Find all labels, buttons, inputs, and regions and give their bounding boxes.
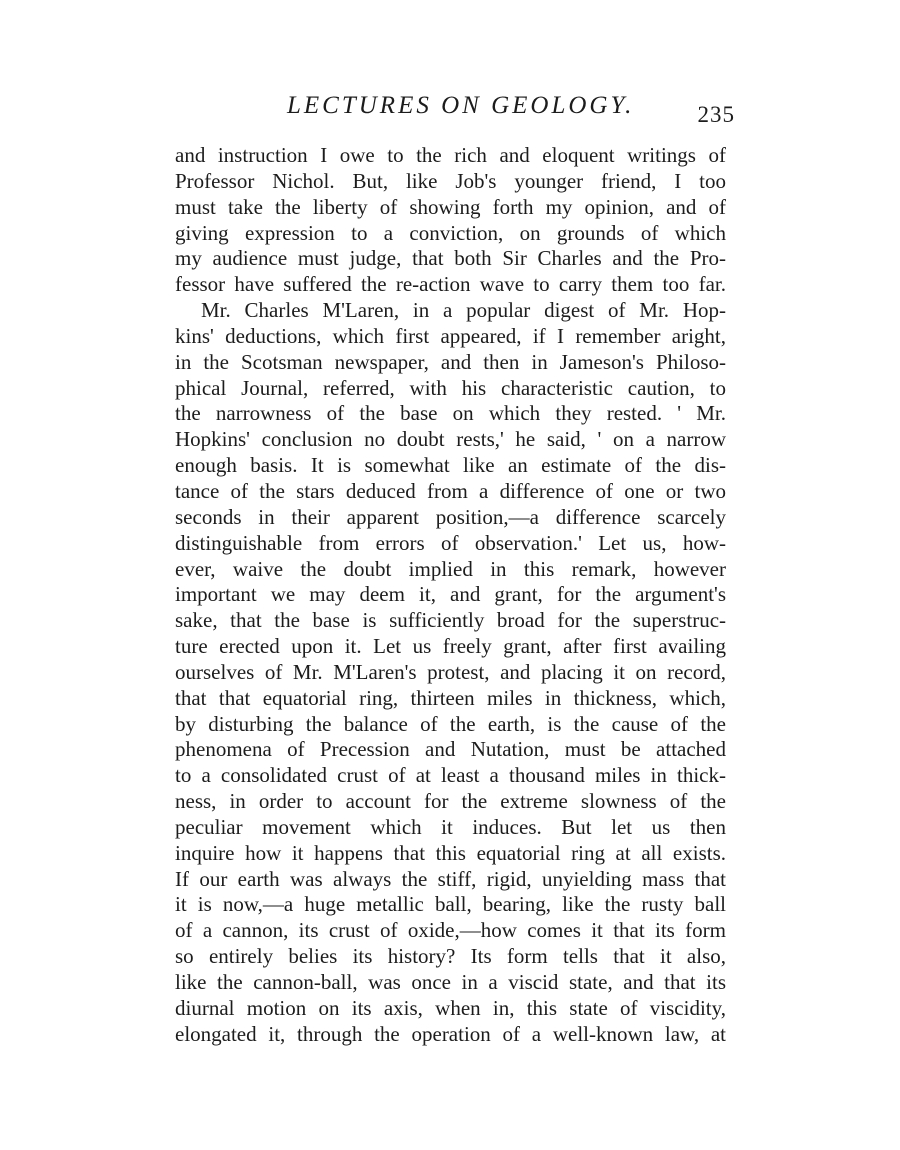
text-segment: in the (175, 349, 241, 374)
body-text (175, 143, 726, 1048)
text-line-8: kins' deductions, which first appeared, if I remember aright, (175, 323, 726, 348)
text-line-13: enough basis. It is somewhat like an estimate of the dis- (175, 453, 726, 478)
text-segment: , referred, with his characteristic caution, to (302, 375, 727, 400)
text-line-27: peculiar movement which it induces. But let us then (175, 814, 726, 839)
text-line-9 (175, 350, 726, 376)
text-line-35: elongated it, through the operation of a well-known law, at (175, 1021, 726, 1046)
text-line-4: giving expression to a conviction, on grounds of which (175, 220, 726, 245)
running-head-title: LECTURES ON GEOLOGY. (287, 92, 635, 119)
text-line-18: important we may deem it, and grant, for the argument's (175, 582, 726, 607)
italic-title-philosophical: Philoso- (655, 349, 726, 374)
text-line-2: Professor Nichol. But, like Job's younger friend, I too (175, 168, 726, 193)
text-line-28: inquire how it happens that this equatorial ring at all exists. (175, 840, 726, 865)
text-line-17: ever, waive the doubt implied in this remark, however (175, 556, 726, 581)
text-line-19 (175, 608, 726, 634)
text-line-20: ture erected upon it. Let us freely grant, after first availing (175, 634, 726, 659)
text-line-11: the narrowness of the base on which they rested. ' Mr. (175, 401, 726, 426)
text-line-25: to a consolidated crust of at least a thousand miles in thick- (175, 763, 726, 788)
italic-title-journal: phical Journal (175, 375, 303, 400)
text-line-30: it is now,—a huge metallic ball, bearing, like the rusty ball (175, 892, 726, 917)
text-line-23: by disturbing the balance of the earth, is the cause of the (175, 711, 726, 736)
text-line-24: phenomena of Precession and Nutation, must be attached (175, 737, 726, 762)
text-segment: newspaper, and then in Jameson's (322, 349, 656, 374)
running-head (175, 92, 735, 132)
text-line-5: my audience must judge, that both Sir Charles and the Pro- (175, 246, 726, 271)
italic-title-scotsman: Scotsman (241, 349, 323, 374)
text-line-29: If our earth was always the stiff, rigid, unyielding mass that (175, 866, 726, 891)
text-line-14: tance of the stars deduced from a difference of one or two (175, 478, 726, 503)
text-line-26: ness, in order to account for the extreme slowness of the (175, 789, 726, 814)
text-segment: sufficiently broad for the superstruc- (376, 608, 727, 633)
text-line-34: diurnal motion on its axis, when in, this state of viscidity, (175, 995, 726, 1020)
text-line-3: must take the liberty of showing forth my opinion, and of (175, 194, 726, 219)
italic-emphasis-is: is (362, 608, 377, 633)
text-segment: sake, that the base (175, 608, 363, 633)
text-line-31: of a cannon, its crust of oxide,—how comes it that its form (175, 918, 726, 943)
text-line-33: like the cannon-ball, was once in a viscid state, and that its (175, 970, 726, 994)
text-line-10 (175, 376, 726, 402)
page-number: 235 (697, 102, 735, 127)
text-line-15: seconds in their apparent position,—a difference scarcely (175, 504, 726, 529)
text-line-12: Hopkins' conclusion no doubt rests,' he said, ' on a narrow (175, 427, 726, 452)
text-line-16: distinguishable from errors of observation.' Let us, how- (175, 530, 726, 555)
text-line-1: and instruction I owe to the rich and eloquent writings of (175, 143, 726, 167)
text-line-7: Mr. Charles M'Laren, in a popular digest of Mr. Hop- (201, 298, 726, 323)
text-line-32: so entirely belies its history? Its form tells that it also, (175, 944, 726, 969)
text-line-6: fessor have suffered the re-action wave to carry them too far. (175, 272, 726, 297)
text-line-22: that that equatorial ring, thirteen miles in thickness, which, (175, 685, 726, 710)
text-line-21: ourselves of Mr. M'Laren's protest, and placing it on record, (175, 659, 726, 684)
